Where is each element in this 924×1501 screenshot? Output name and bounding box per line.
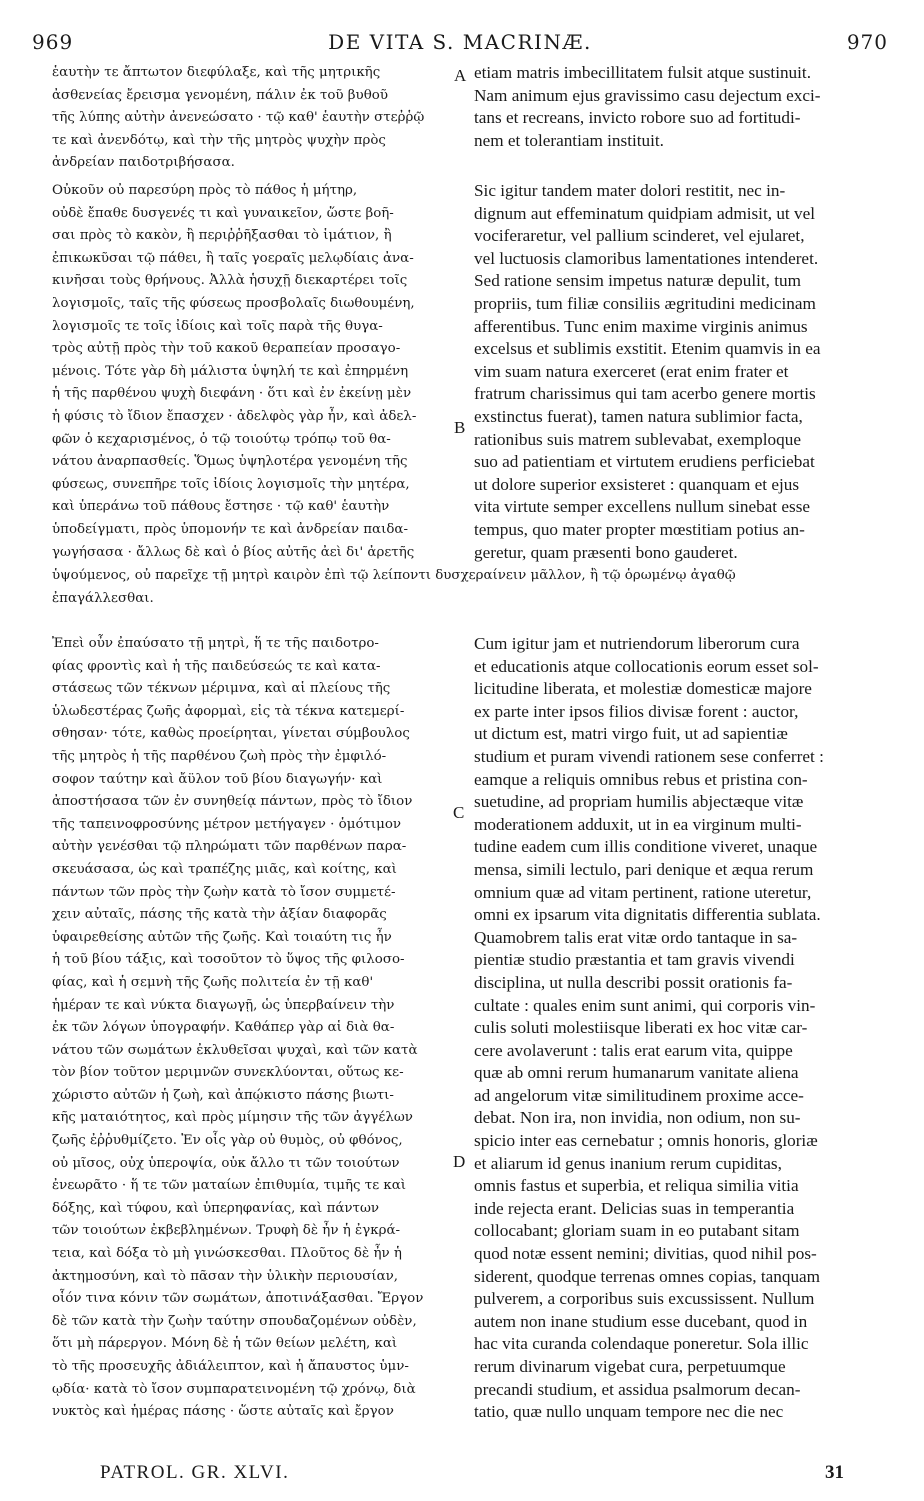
- latin-line: ex parte inter ipsos filios divisæ forent : auctor,: [474, 701, 799, 721]
- greek-line: φίας φροντὶς καὶ ἡ τῆς παιδεύσεώς τε καὶ κατα-: [52, 658, 381, 674]
- latin-line: vel luctuosis clamoribus lamentationes intenderet.: [474, 248, 819, 268]
- latin-line: omnis fastus et superbia, et reliqua similia vitia: [474, 1176, 799, 1196]
- latin-line: exstinctus fuerat), tamen natura sublimior facta,: [474, 406, 803, 426]
- greek-line: ἡ τοῦ βίου τάξις, καὶ τοσοῦτον τὸ ὕψος τῆς φιλοσο-: [52, 952, 405, 968]
- greek-column-block-1: [52, 62, 424, 175]
- greek-line: ὑποδείγματι, πρὸς ὑπομονήν τε καὶ ἀνδρείαν παιδα-: [52, 521, 408, 537]
- latin-line: Sic igitur tandem mater dolori restitit, nec in-: [474, 181, 786, 200]
- greek-line: καὶ ὑπεράνω τοῦ πάθους ἔστησε · τῷ καθ' ἑαυτὴν: [52, 499, 390, 515]
- latin-line: mensa, simili lectulo, pari denique et æqua rerum: [474, 859, 814, 879]
- running-title: DE VITA S. MACRINÆ.: [328, 30, 592, 54]
- greek-line: Οὐκοῦν οὐ παρεσύρη πρὸς τὸ πάθος ἡ μήτηρ,: [52, 183, 358, 198]
- latin-line: pientiæ studio præstantia et tam gravis vivendi: [474, 950, 795, 970]
- latin-line: quæ ab omni rerum humanarum vanitate aliena: [474, 1063, 799, 1083]
- latin-line: ut dolore superior exsisteret : quanquam et ejus: [474, 474, 800, 494]
- latin-line: tempus, quo mater propter mœstitiam potius an-: [474, 519, 805, 539]
- greek-line: πάντων τῶν πρὸς τὴν ζωὴν κατὰ τὸ ἴσον συμμετέ-: [52, 884, 396, 900]
- latin-line: suo ad patientiam et virtutem erudiens perficiebat: [474, 452, 815, 472]
- greek-line: δὲ τῶν κατὰ τὴν ζωὴν ταύτην σπουδαζομένων οὐδὲν,: [52, 1313, 417, 1329]
- page-footer: [100, 1462, 844, 1488]
- greek-line: Ἐπεὶ οὖν ἐπαύσατο τῇ μητρὶ, ἥ τε τῆς παιδοτρο-: [52, 636, 379, 651]
- greek-line: φίας, καὶ ἡ σεμνὴ τῆς ζωῆς πολιτεία ἐν τῇ καθ': [52, 974, 374, 990]
- greek-line: ὑλωδεστέρας ζωῆς ἀφορμαὶ, εἰς τὰ τέκνα κατεμερί-: [52, 703, 405, 719]
- latin-line: nem et tolerantiam instituit.: [474, 130, 664, 150]
- latin-line: hac vita curanda colendaque poneretur. Sola illic: [474, 1334, 809, 1354]
- greek-line: χειν αὐταῖς, πάσης τῆς κατὰ τὴν ἀξίαν διαφορᾶς: [52, 907, 387, 923]
- greek-line: ἀσθενείας ἔρεισμα γενομένη, πάλιν ἐκ τοῦ βυθοῦ: [52, 87, 388, 103]
- latin-line: eamque a reliquis omnibus rebus et pristina con-: [474, 769, 808, 789]
- latin-line: spicio inter eas cernebatur ; omnis honoris, gloriæ: [474, 1131, 818, 1151]
- latin-line: Quamobrem talis erat vitæ ordo tantaque in sa-: [474, 927, 798, 947]
- latin-line: culis soluti molestiisque liberati ex hoc vitæ car-: [474, 1018, 808, 1038]
- greek-line: ἑαυτὴν τε ἄπτωτον διεφύλαξε, καὶ τῆς μητρικῆς: [52, 65, 381, 80]
- margin-letter-b: B: [454, 418, 466, 437]
- greek-line: σκευάσασα, ὡς καὶ τραπέζης μιᾶς, καὶ κοίτης, καὶ: [52, 861, 397, 877]
- latin-line: suetudine, ad propriam humilis abjectæque vitæ: [474, 792, 804, 812]
- margin-letter-c: C: [453, 803, 465, 822]
- greek-line: σοφον ταύτην καὶ ἄϋλον τοῦ βίου διαγωγήν· καὶ: [52, 771, 383, 787]
- greek-line: οὐδὲ ἔπαθε δυσγενές τι καὶ γυναικεῖον, ὥστε βοῆ-: [52, 205, 394, 221]
- greek-line: αὐτὴν γενέσθαι τῷ πληρώματι τῶν παρθένων παρα-: [52, 839, 407, 855]
- latin-line: cere avolaverunt : talis erat earum vita, quippe: [474, 1040, 793, 1060]
- latin-line: inde rejecta erant. Delicias suas in temperantia: [474, 1198, 795, 1218]
- latin-line: omnium quæ ad vitam pertinent, ratione uteretur,: [474, 882, 812, 902]
- latin-line: debat. Non ira, non invidia, non odium, non su-: [474, 1108, 801, 1128]
- latin-line: vociferaretur, vel pallium scinderet, vel ejularet,: [474, 226, 805, 246]
- right-page-number: 970: [846, 30, 888, 54]
- greek-line: γωγήσασα · ἄλλως δὲ καὶ ὁ βίος αὐτῆς ἀεὶ δι' ἀρετῆς: [52, 544, 415, 560]
- latin-line: ut dictum est, matri virgo fuit, ut ad sapientiæ: [474, 724, 788, 744]
- latin-line: geretur, quam præsenti bono gauderet.: [474, 542, 738, 562]
- greek-line: ἀποστήσασα τῶν ἐν συνηθείᾳ πάντων, πρὸς τὸ ἴδιον: [52, 794, 413, 810]
- greek-line: φῶν ὁ κεχαρισμένος, ὁ τῷ τοιούτῳ τρόπῳ τοῦ θα-: [52, 431, 391, 447]
- latin-line: siderent, quodque terrenas omnes copias, tanquam: [474, 1266, 821, 1286]
- greek-line: νάτου ἀναρπασθείς. Ὅμως ὑψηλοτέρα γενομένη τῆς: [52, 454, 408, 470]
- latin-line: omni ex ipsarum vita dignitatis differentia sublata.: [474, 905, 821, 925]
- greek-line: ἡμέραν τε καὶ νύκτα διαγωγῇ, ὡς ὑπερβαίνειν τὴν: [52, 997, 395, 1013]
- latin-line: dignum aut effeminatum quidpiam admisit, ut vel: [474, 203, 815, 223]
- greek-line: τρὸς αὐτῇ πρὸς τὴν τοῦ κακοῦ θεραπείαν προσαγο-: [52, 341, 401, 357]
- greek-line: φύσεως, συνεπῆρε τοῖς ἰδίοις λογισμοῖς τὴν μητέρα,: [52, 476, 410, 492]
- latin-line: moderationem adduxit, ut in ea virginum multi-: [474, 814, 802, 834]
- latin-line: etiam matris imbecillitatem fulsit atque sustinuit.: [474, 63, 812, 82]
- greek-line: ῳδία· κατὰ τὸ ἴσον συμπαρατεινομένη τῷ χρόνῳ, διὰ: [52, 1381, 416, 1397]
- greek-line: τὸν βίον τοῦτον μεριμνῶν συνεκλύονται, οὕτως κε-: [52, 1065, 404, 1081]
- latin-line: disciplina, ut nulla describi possit orationis fa-: [474, 972, 793, 992]
- greek-line: σαι πρὸς τὸ κακὸν, ἢ περιῤῥῆξασθαι τὸ ἱμάτιον, ἢ: [52, 228, 392, 244]
- latin-line: rerum divinarum vigebat cura, perpetuumque: [474, 1357, 786, 1376]
- greek-line: ὅτι μὴ πάρεργον. Μόνη δὲ ἡ τῶν θείων μελέτη, καὶ: [52, 1336, 398, 1352]
- greek-line: ὑψούμενος, οὐ παρεῖχε τῇ μητρὶ καιρὸν ἐπὶ τῷ λείποντι δυσχεραίνειν μᾶλλον, ἢ τῷ ὁρωμένῳ ἀγαθῷ: [52, 568, 736, 583]
- greek-line: ἐπικωκῦσαι τῷ πάθει, ἢ ταῖς γοεραῖς μελῳδίαις ἀνα-: [52, 250, 414, 266]
- latin-line: quod notæ essent nemini; divitias, quod nihil pos-: [474, 1244, 817, 1264]
- greek-line: οἷόν τινα κόνιν τῶν σωμάτων, ἀποτινάξασθαι. Ἔργον: [52, 1291, 424, 1307]
- greek-line: σθησαν· τότε, καθὼς προείρηται, γίνεται σύμβουλος: [52, 726, 410, 742]
- greek-line: λογισμοῖς τε τοῖς ἰδίοις καὶ τοῖς παρὰ τῆς θυγα-: [52, 318, 383, 334]
- greek-column-block-3: [52, 633, 423, 1424]
- latin-line: et aliarum id genus inanium rerum cupiditas,: [474, 1153, 782, 1173]
- latin-line: excelsus et sublimis exstitit. Etenim quamvis in ea: [474, 339, 821, 359]
- latin-line: Nam animum ejus gravissimo casu dejectum exci-: [474, 85, 821, 105]
- latin-line: propriis, tum filiæ consiliis ægritudini medicinam: [474, 293, 816, 313]
- latin-line: Sed ratione sensim impetus naturæ depulit, tum: [474, 271, 801, 291]
- greek-line: λογισμοῖς, ταῖς τῆς φύσεως προσβολαῖς διωθουμένη,: [52, 295, 415, 311]
- latin-line: studium et puram vivendi rationem sese conferret :: [474, 746, 824, 766]
- greek-line: ἀνδρείαν παιδοτριβήσασα.: [52, 155, 235, 171]
- latin-line: fratrum charissimus qui tam acerbo genere mortis: [474, 384, 816, 404]
- greek-line: μένοις. Τότε γὰρ δὴ μάλιστα ὑψηλή τε καὶ ἐπηρμένη: [52, 363, 409, 379]
- latin-column-block-3: [474, 633, 824, 1424]
- latin-line: tudine eadem cum illis conditione viveret, unaque: [474, 837, 818, 857]
- greek-line: νάτου τῶν σωμάτων ἐκλυθεῖσαι ψυχαὶ, καὶ τῶν κατὰ: [52, 1042, 418, 1058]
- latin-line: tatio, quæ nullo unquam tempore nec die nec: [474, 1402, 784, 1422]
- greek-line: νυκτὸς καὶ ἡμέρας πάσης · ὥστε αὐταῖς καὶ ἔργον: [52, 1404, 394, 1420]
- latin-line: autem non inane studium esse ducebant, quod in: [474, 1311, 808, 1331]
- margin-letter-d: D: [453, 1152, 466, 1171]
- greek-line: ἐκ τῶν λόγων ὑπογραφήν. Καθάπερ γὰρ αἱ διὰ θα-: [52, 1020, 395, 1036]
- latin-column-block-2: [474, 180, 821, 564]
- latin-line: licitudine liberata, et molestiæ domesticæ majore: [474, 679, 812, 699]
- greek-line: τῆς ταπεινοφροσύνης μέτρον μετήγαγεν · ὁμότιμον: [52, 816, 402, 832]
- greek-line: χώριστο αὐτῶν ἡ ζωὴ, καὶ ἀπῴκιστο πάσης βιωτι-: [52, 1087, 394, 1103]
- greek-line: τῆς λύπης αὐτὴν ἀνενεώσατο · τῷ καθ' ἑαυτὴν στεῤῥῷ: [52, 110, 425, 126]
- greek-column-block-2: [52, 180, 416, 564]
- greek-line: τῆς μητρὸς ἡ τῆς παρθένου ζωὴ πρὸς τὴν ἐμφιλό-: [52, 748, 387, 764]
- greek-line: τε καὶ ἀνενδότῳ, καὶ τὴν τῆς μητρὸς ψυχὴν πρὸς: [52, 132, 386, 148]
- margin-letter-a: A: [454, 66, 467, 85]
- latin-line: rationibus suis matrem sublevabat, exemploque: [474, 429, 801, 449]
- latin-line: vita virtute semper excellens nullum sinebat esse: [474, 497, 811, 517]
- greek-line: στάσεως τῶν τέκνων μέριμνα, καὶ αἱ πλείους τῆς: [52, 681, 391, 697]
- greek-line: ἡ φύσις τὸ ἴδιον ἔπασχεν · ἀδελφὸς γὰρ ἦν, καὶ ἀδελ-: [52, 408, 417, 424]
- greek-line: ἀκτημοσύνη, καὶ τὸ πᾶσαν τὴν ὑλικὴν περιουσίαν,: [52, 1268, 399, 1284]
- greek-line: κινῆσαι τοὺς θρήνους. Ἀλλὰ ἡσυχῇ διεκαρτέρει τοῖς: [52, 273, 408, 289]
- latin-line: cultate : quales enim sunt animi, qui corporis vin-: [474, 995, 816, 1015]
- left-page-number: 969: [32, 30, 74, 54]
- greek-line: ὑφαιρεθείσης αὐτῶν τῆς ζωῆς. Καὶ τοιαύτη τις ἦν: [52, 929, 392, 945]
- greek-line: δόξης, καὶ τύφου, καὶ ὑπερηφανίας, καὶ πάντων: [52, 1200, 380, 1216]
- greek-line: τὸ τῆς προσευχῆς ἀδιάλειπτον, καὶ ἡ ἄπαυστος ὑμν-: [52, 1359, 409, 1374]
- volume-signature: PATROL. GR. XLVI.: [100, 1462, 290, 1483]
- latin-line: collocabant; gloriam suam in eo putabant sitam: [474, 1221, 800, 1241]
- latin-line: tans et recreans, invicto robore suo ad fortitudi-: [474, 108, 801, 128]
- greek-line: κῆς ματαιότητος, καὶ πρὸς μίμησιν τῆς τῶν ἀγγέλων: [52, 1110, 413, 1126]
- latin-line: ad angelorum vitæ similitudinem proxime acce-: [474, 1085, 804, 1105]
- latin-line: et educationis atque collocationis eorum esset sol-: [474, 656, 819, 676]
- latin-line: afferentibus. Tunc enim maxime virginis animus: [474, 316, 808, 336]
- latin-line: Cum igitur jam et nutriendorum liberorum cura: [474, 634, 800, 653]
- sheet-number: 31: [825, 1462, 844, 1483]
- greek-line: οὐ μῖσος, οὐχ ὑπεροψία, οὐκ ἄλλο τι τῶν τοιούτων: [52, 1155, 400, 1171]
- greek-line: τῶν τοιούτων ἐκβεβλημένων. Τρυφὴ δὲ ἦν ἡ ἐγκρά-: [52, 1223, 401, 1239]
- latin-column-block-1: [474, 62, 821, 152]
- greek-line: ἐπαγάλλεσθαι.: [52, 590, 154, 606]
- latin-line: pulverem, a corporibus suis excussissent. Nullum: [474, 1289, 815, 1309]
- latin-line: precandi studium, et assidua psalmorum decan-: [474, 1379, 801, 1399]
- page-header: [32, 30, 888, 60]
- greek-line: ἡ τῆς παρθένου ψυχὴ διεφάνη · ὅτι καὶ ἐν ἐκείνῃ μὲν: [52, 386, 412, 402]
- latin-line: vim suam natura exerceret (erat enim frater et: [474, 361, 789, 381]
- greek-full-width-lines: [52, 565, 884, 610]
- greek-line: ζωῆς ἐῤῥυθμίζετο. Ἐν οἷς γὰρ οὐ θυμὸς, οὐ φθόνος,: [52, 1133, 403, 1149]
- greek-line: τεια, καὶ δόξα τὸ μὴ γινώσκεσθαι. Πλοῦτος δὲ ἦν ἡ: [52, 1246, 402, 1262]
- greek-line: ἐνεωρᾶτο · ἥ τε τῶν ματαίων ἐπιθυμία, τιμῆς τε καὶ: [52, 1178, 407, 1194]
